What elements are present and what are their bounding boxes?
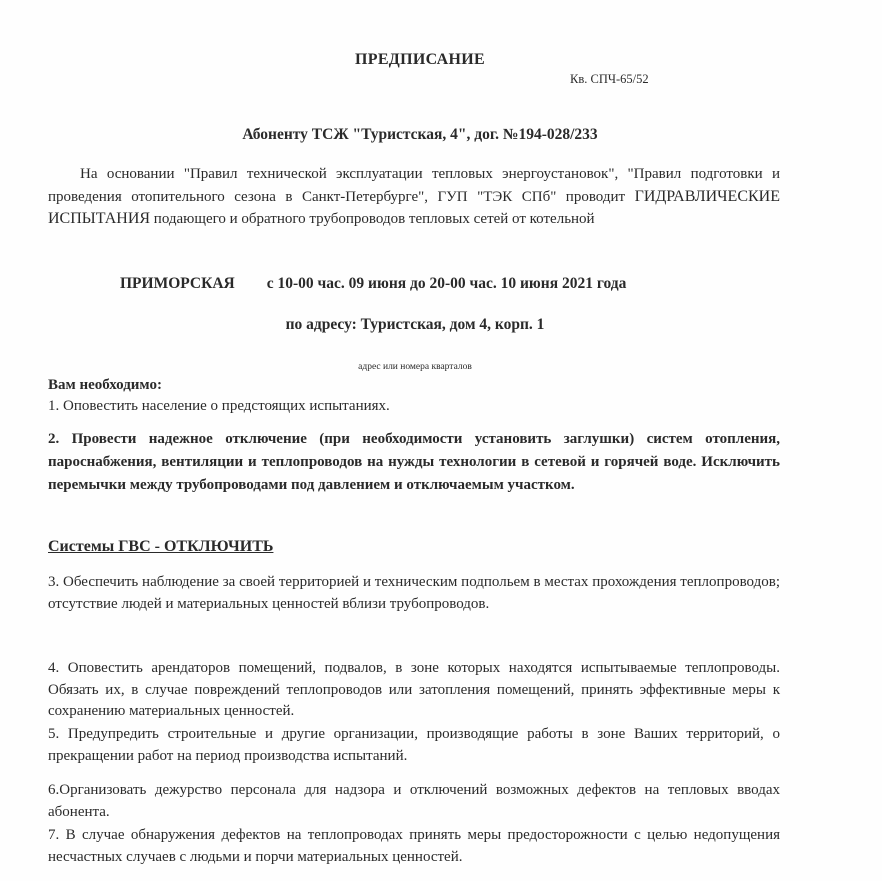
gvs-heading: Системы ГВС - ОТКЛЮЧИТЬ [48,538,274,555]
document-title: ПРЕДПИСАНИЕ [355,51,485,68]
requirement-item-4: 4. Оповестить арендаторов помещений, подвалов, в зоне которых находятся испытываемые теплопроводы. Обязать их, в случае повреждений теплопроводов или затопления помещений, принять эффективные меры к сохранению материальных ценностей. [48,660,780,719]
requirements-heading: Вам необходимо: [48,377,162,393]
requirement-item-3: 3. Обеспечить наблюдение за своей территорией и техническим подпольем в местах прохождения теплопроводов; отсутствие людей и материальных ценностей вблизи трубопроводов. [48,574,780,612]
schedule-dates: с 10-00 час. 09 июня до 20-00 час. 10 июня 2021 года [266,275,627,292]
address-note: адрес или номера кварталов [358,362,472,372]
intro-rest: подающего и обратного трубопроводов тепловых сетей от котельной [150,211,595,227]
intro-text: На основании "Правил технической эксплуатации тепловых энергоустановок", "Правил подготовки и проведения отопительного сезона в Санкт-Петербурге", ГУП "ТЭК СПб" проводит [48,166,780,205]
intro-paragraph [48,164,780,231]
requirement-item-7: 7. В случае обнаружения дефектов на теплопроводах принять меры предосторожности с целью недопущения несчастных случаев с людьми и порчи материальных ценностей. [48,827,780,865]
requirement-item-6: 6.Организовать дежурство персонала для надзора и отключений возможных дефектов на тепловых вводах абонента. [48,782,780,820]
requirement-item-2: 2. Провести надежное отключение (при необходимости установить заглушки) систем отопления, пароснабжения, вентиляции и теплопроводов на нужды технологии в сетевой и горячей воде. Исключить перемычки между трубопроводами под давлением и отключаемым участком. [48,431,780,493]
schedule-line [120,275,626,293]
boiler-name: ПРИМОРСКАЯ [120,275,235,292]
requirement-item-1: 1. Оповестить население о предстоящих испытаниях. [48,398,390,414]
requirement-item-5: 5. Предупредить строительные и другие организации, производящие работы в зоне Ваших территорий, о прекращении работ на период производства испытаний. [48,726,780,764]
address-line: по адресу: Туристская, дом 4, корп. 1 [285,316,545,333]
addressee-line: Абоненту ТСЖ "Туристская, 4", дог. №194-028/233 [242,126,598,143]
intro-caps: ГИДРАВЛИЧЕСКИЕ ИСПЫТАНИЯ [48,187,780,227]
document-reference: Кв. СПЧ-65/52 [570,72,649,86]
